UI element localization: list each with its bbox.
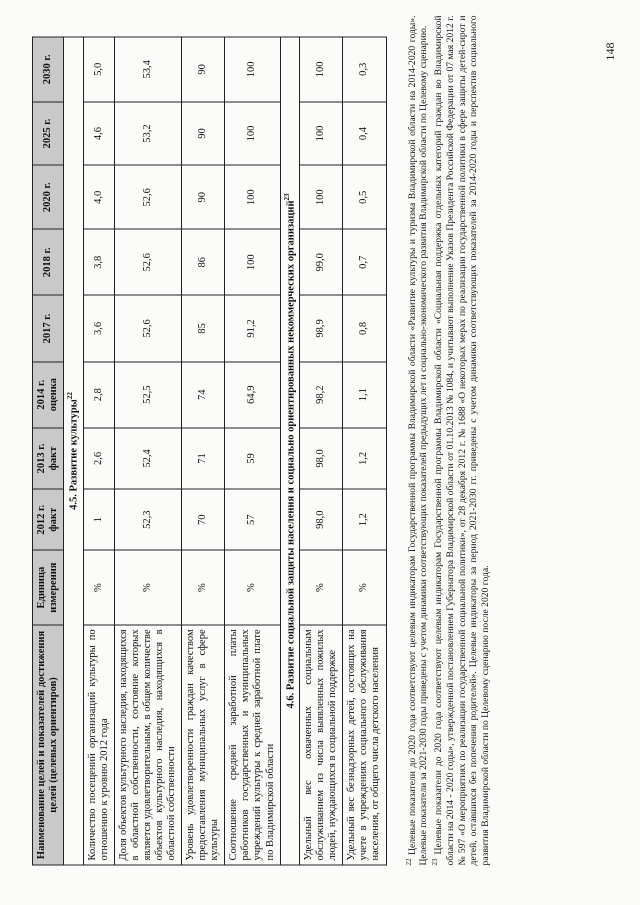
column-header: 2013 г. факт xyxy=(33,427,64,488)
value-cell: 99,0 xyxy=(300,229,343,295)
value-cell: 53,2 xyxy=(114,101,181,165)
footnote xyxy=(431,15,492,865)
unit-cell: % xyxy=(300,550,343,625)
value-cell: 71 xyxy=(182,427,225,488)
value-cell: 52,4 xyxy=(114,427,181,488)
value-cell: 70 xyxy=(182,489,225,550)
section-row xyxy=(280,37,300,865)
value-cell: 98,2 xyxy=(300,361,343,427)
value-cell: 2,6 xyxy=(83,427,114,488)
unit-cell: % xyxy=(182,550,225,625)
value-cell: 100 xyxy=(300,101,343,165)
table-row xyxy=(83,37,114,865)
value-cell: 52,6 xyxy=(114,295,181,361)
unit-cell: % xyxy=(83,550,114,625)
value-cell: 52,3 xyxy=(114,489,181,550)
value-cell: 64,9 xyxy=(225,361,280,427)
value-cell: 98,0 xyxy=(300,427,343,488)
value-cell: 1 xyxy=(83,489,114,550)
table-row xyxy=(182,37,225,865)
footnote-ref: 22 xyxy=(66,391,75,399)
indicator-name: Количество посещений организаций культуры по отношению к уровню 2012 года xyxy=(83,624,114,864)
indicator-name: Доля объектов культурного наследия, находящихся в областной собственности, состояние которых является удовлетворительным, в общем количестве объектов культурного наследия, находящихся в областной собственности xyxy=(114,624,181,864)
table-row xyxy=(343,37,386,865)
value-cell: 0,8 xyxy=(343,295,386,361)
value-cell: 52,6 xyxy=(114,229,181,295)
column-header: 2017 г. xyxy=(33,295,64,361)
footnote-text: Целевые показатели до 2020 года соответствуют целевым индикаторам Государственной программы Владимирской области «Развитие культуры и туризма Владимирской области на 2014-2020 годы». Целевые показатели за 2021-2030 годы приведены с учетом динамики соответствующих показателей предыдущих лет и социально-экономического развития Владимирской области по Целевому сценарию. xyxy=(406,15,430,865)
column-header: 2018 г. xyxy=(33,229,64,295)
value-cell: 91,2 xyxy=(225,295,280,361)
indicator-name: Уровень удовлетворенности граждан качеством предоставления муниципальных услуг в сфере культуры xyxy=(182,624,225,864)
column-header: 2020 г. xyxy=(33,165,64,229)
indicator-name: Удельный вес охваченных социальным обслуживанием из числа выявленных пожилых людей, нуждающихся в социальной поддержке xyxy=(300,624,343,864)
column-header: 2012 г. факт xyxy=(33,489,64,550)
value-cell: 1,2 xyxy=(343,427,386,488)
value-cell: 90 xyxy=(182,101,225,165)
section-title: 4.6. Развитие социальной защиты населения и социально ориентированных некоммерческих организаций xyxy=(285,199,297,709)
value-cell: 59 xyxy=(225,427,280,488)
table-row xyxy=(300,37,343,865)
value-cell: 100 xyxy=(300,37,343,102)
value-cell: 53,4 xyxy=(114,37,181,102)
value-cell: 2,8 xyxy=(83,361,114,427)
indicators-table xyxy=(32,36,387,865)
indicator-name: Удельный вес безнадзорных детей, состоящих на учете в учреждениях социального обслуживания населения, от общего числа детского населения xyxy=(343,624,386,864)
value-cell: 74 xyxy=(182,361,225,427)
value-cell: 5,0 xyxy=(83,37,114,102)
value-cell: 57 xyxy=(225,489,280,550)
value-cell: 4,6 xyxy=(83,101,114,165)
value-cell: 85 xyxy=(182,295,225,361)
section-row xyxy=(64,37,84,865)
table-row xyxy=(225,37,280,865)
column-header: 2030 г. xyxy=(33,37,64,102)
value-cell: 100 xyxy=(300,165,343,229)
unit-cell: % xyxy=(225,550,280,625)
value-cell: 100 xyxy=(225,229,280,295)
value-cell: 0,3 xyxy=(343,37,386,102)
footnote-mark: 22 xyxy=(404,858,413,865)
footnote-ref: 23 xyxy=(282,192,291,200)
footnote-mark: 23 xyxy=(431,858,440,865)
unit-cell: % xyxy=(343,550,386,625)
value-cell: 98,9 xyxy=(300,295,343,361)
value-cell: 3,6 xyxy=(83,295,114,361)
value-cell: 4,0 xyxy=(83,165,114,229)
value-cell: 1,1 xyxy=(343,361,386,427)
value-cell: 3,8 xyxy=(83,229,114,295)
column-header: Наименование целей и показателей достижения целей (целевых ориентиров) xyxy=(33,624,64,864)
value-cell: 0,5 xyxy=(343,165,386,229)
value-cell: 90 xyxy=(182,37,225,102)
column-header: 2025 г. xyxy=(33,101,64,165)
footnote xyxy=(405,15,431,865)
section-title: 4.5. Развитие культуры xyxy=(68,398,80,510)
table-row xyxy=(114,37,181,865)
page-number: 148 xyxy=(603,42,617,60)
column-header: 2014 г. оценка xyxy=(33,361,64,427)
value-cell: 100 xyxy=(225,101,280,165)
value-cell: 1,2 xyxy=(343,489,386,550)
document-page xyxy=(10,10,630,895)
value-cell: 0,7 xyxy=(343,229,386,295)
footnotes xyxy=(405,15,492,865)
value-cell: 86 xyxy=(182,229,225,295)
value-cell: 100 xyxy=(225,37,280,102)
unit-cell: % xyxy=(114,550,181,625)
value-cell: 52,5 xyxy=(114,361,181,427)
value-cell: 90 xyxy=(182,165,225,229)
footnote-text: Целевые показатели до 2020 года соответствуют целевым индикаторам Государственной программы Владимирской области «Социальная поддержка отдельных категорий граждан во Владимирской области на 2014 - 2020 годы», утвержденной постановлением Губернатора Владимирской области от 01.10.2013 № 1084, и учитывают выполнение Указов Президента Российской Федерации от 07 мая 2012 г. № 597 «О мероприятиях по реализации государственной социальной политики», от 28 декабря 2012 г. № 1688 «О некоторых мерах по реализации государственной политики в сфере защиты детей-сирот и детей, оставшихся без попечения родителей». Целевые индикаторы за период 2021-2030 гг. приведены с учетом динамики соответствующих показателей за 2014-2020 годы и перспектив социального развития Владимирской области по Целевому сценарию после 2020 года. xyxy=(433,15,492,865)
value-cell: 0,4 xyxy=(343,101,386,165)
column-header: Единица измерения xyxy=(33,550,64,625)
value-cell: 100 xyxy=(225,165,280,229)
value-cell: 52,6 xyxy=(114,165,181,229)
value-cell: 98,0 xyxy=(300,489,343,550)
indicator-name: Соотношение средней заработной платы работников государственных и муниципальных учреждений культуры к средней заработной плате по Владимирской области xyxy=(225,624,280,864)
table-header-row xyxy=(33,37,64,865)
